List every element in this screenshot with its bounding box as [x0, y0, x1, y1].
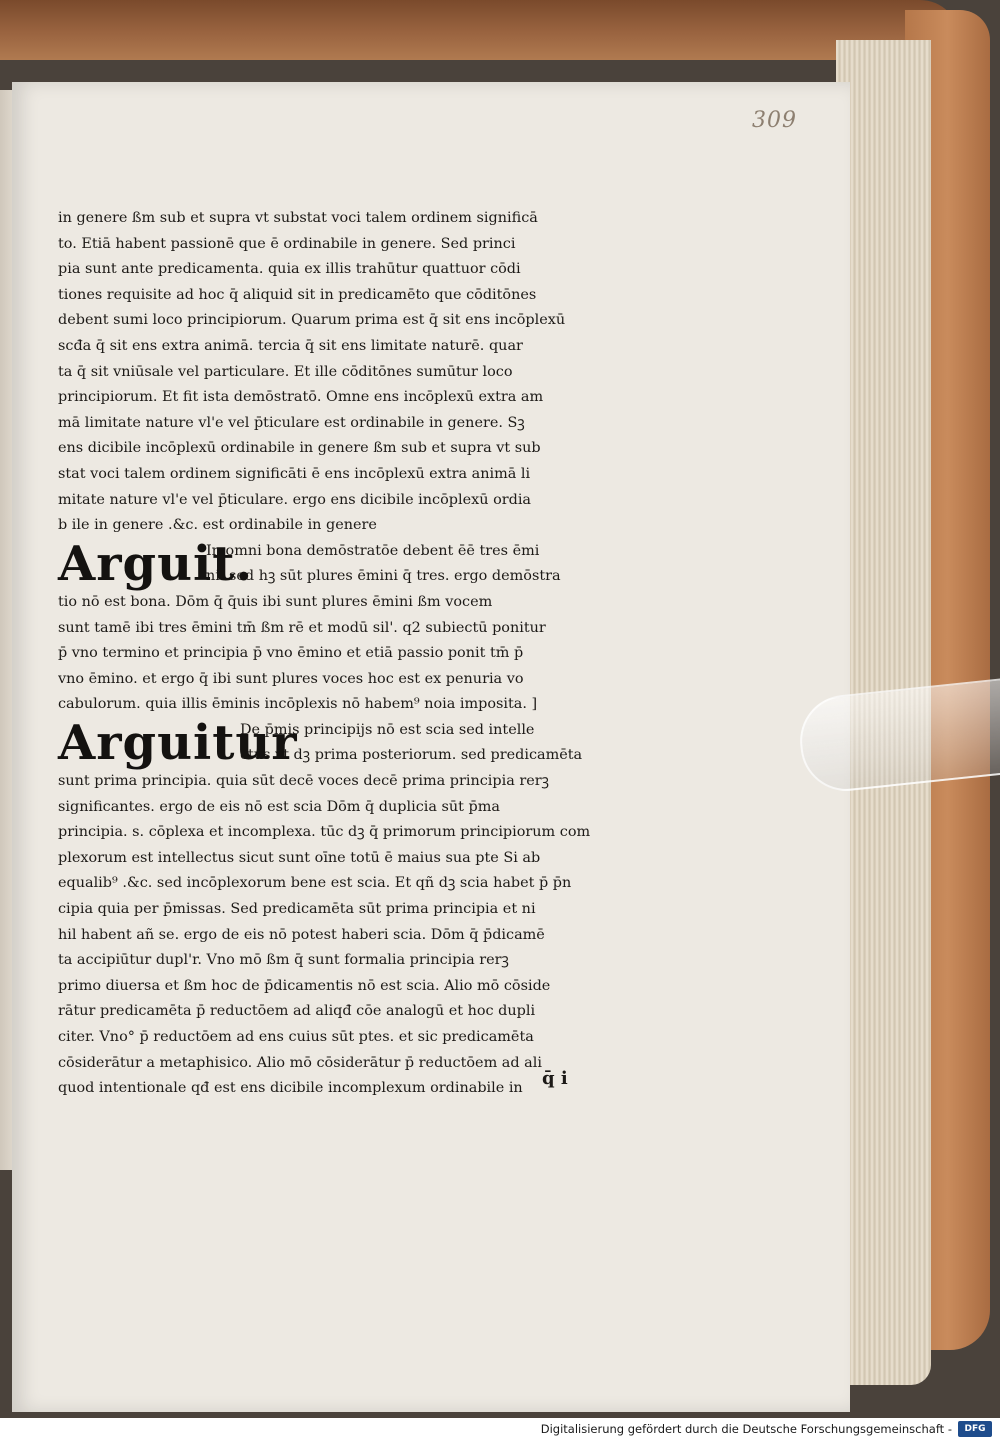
text-line: ctus vt dꝫ prima posteriorum. sed predicamēta — [240, 747, 583, 764]
text-line: quod intentionale qđ est ens dicibile incomplexum ordinabile in — [58, 1080, 523, 1097]
text-line: citer. Vno° p̄ reductōem ad ens cuius sūt ptes. et sic predicamēta — [58, 1029, 534, 1045]
initial-arguit: Arguit. — [58, 535, 254, 592]
catchword: q̄ i — [542, 1068, 568, 1089]
text-line: sunt prima principia. quia sūt decē voces decē prima principia rerꝫ — [58, 773, 549, 790]
text-line: stat voci talem ordinem significāti ē ens incōplexū extra animā li — [58, 465, 531, 482]
text-line: mā limitate nature vl'e vel p̄ticulare est ordinabile in genere. Sꝫ — [58, 414, 525, 431]
text-line: sunt tamē ibi tres ēmini tm̄ ßm rē et modū sil'. q2 subiectū ponitur — [58, 619, 546, 636]
text-line: tiones requisite ad hoc q̄ aliquid sit in predicamēto que cōditōnes — [58, 286, 537, 303]
text-line: primo diuersa et ßm hoc de p̄dicamentis nō est scia. Alio mō cōside — [58, 977, 551, 994]
text-line: p̄ vno termino et principia p̄ vno ēmino et etiā passio ponit tm̄ p̄ — [58, 645, 524, 662]
text-line: b ile in genere .&c. est ordinabile in genere — [58, 517, 377, 534]
paragraph-b — [58, 590, 598, 718]
text-line: principia. s. cōplexa et incomplexa. tūc dꝫ q̄ primorum principiorum com — [58, 824, 591, 841]
section-arguit — [58, 535, 598, 592]
text-line: mitate nature vl'e vel p̄ticulare. ergo ens dicibile incōplexū ordia — [58, 491, 532, 508]
text-line: cabulorum. quia illis ēminis incōplexis nō habem⁹ noia imposita. ] — [58, 696, 538, 713]
text-line: cipia quia per p̄missas. Sed predicamēta sūt prima principia et ni — [58, 901, 536, 918]
text-line: pia sunt ante predicamenta. quia ex illis trahūtur quattuor cōdi — [58, 261, 521, 278]
text-line: ta accipiūtur dupl'r. Vno mō ßm q̄ sunt formalia principia rerꝫ — [58, 952, 509, 969]
text-line: significantes. ergo de eis nō est scia Dōm q̄ duplicia sūt p̄ma — [58, 798, 500, 815]
section-arguitur — [58, 714, 598, 771]
initial-arguitur: Arguitur — [58, 714, 298, 771]
text-line: to. Etiā habent passionē que ē ordinabile in genere. Sed princi — [58, 235, 516, 252]
page-text — [58, 206, 598, 1102]
text-line: ens dicibile incōplexū ordinabile in genere ßm sub et supra vt sub — [58, 440, 541, 457]
text-line: principiorum. Et fit ista demōstratō. Omne ens incōplexū extra am — [58, 389, 544, 406]
text-line: debent sumi loco principiorum. Quarum prima est q̄ sit ens incōplexū — [58, 312, 566, 329]
book-cover-top — [0, 0, 960, 60]
paragraph-c — [58, 769, 598, 1102]
text-line: plexorum est intellectus sicut sunt oīne totū ē maius sua pte Si ab — [58, 849, 541, 866]
text-line: ta q̄ sit vniūsale vel particulare. Et ille cōditōnes sumūtur loco — [58, 363, 513, 380]
text-line: cōsiderātur a metaphisico. Alio mō cōsiderātur p̄ reductōem ad ali — [58, 1054, 542, 1071]
text-line: equalib⁹ .&c. sed incōplexorum bene est scia. Et qñ dꝫ scia habet p̄ p̄n — [58, 875, 572, 892]
text-line: tio nō est bona. Dōm q̄ q̄uis ibi sunt plures ēmini ßm vocem — [58, 593, 493, 610]
text-line: scđa q̄ sit ens extra animā. tercia q̄ sit ens limitate naturē. quar — [58, 337, 523, 354]
paragraph-a — [58, 206, 598, 539]
text-line: in genere ßm sub et supra vt substat voci talem ordinem significā — [58, 210, 538, 226]
text-line: De p̄mis principijs nō est scia sed intelle — [240, 721, 535, 738]
text-line: hil habent añ se. ergo de eis nō potest haberi scia. Dōm q̄ p̄dicamē — [58, 926, 545, 943]
text-line: In omni bona demōstratōe debent ēē tres ēmi — [206, 542, 540, 559]
text-line: ni. sed hꝫ sūt plures ēmini q̄ tres. ergo demōstra — [206, 568, 561, 585]
footer-credit: Digitalisierung gefördert durch die Deutsche Forschungsgemeinschaft - — [540, 1422, 952, 1436]
text-line: vno ēmino. et ergo q̄ ibi sunt plures voces hoc est ex penuria vo — [58, 670, 524, 687]
folio-number: 309 — [752, 108, 797, 133]
text-line: rātur predicamēta p̄ reductōem ad aliqđ cōe analogū et hoc dupli — [58, 1003, 536, 1020]
dfg-logo: DFG — [958, 1421, 992, 1437]
footer-bar — [0, 1418, 1000, 1441]
